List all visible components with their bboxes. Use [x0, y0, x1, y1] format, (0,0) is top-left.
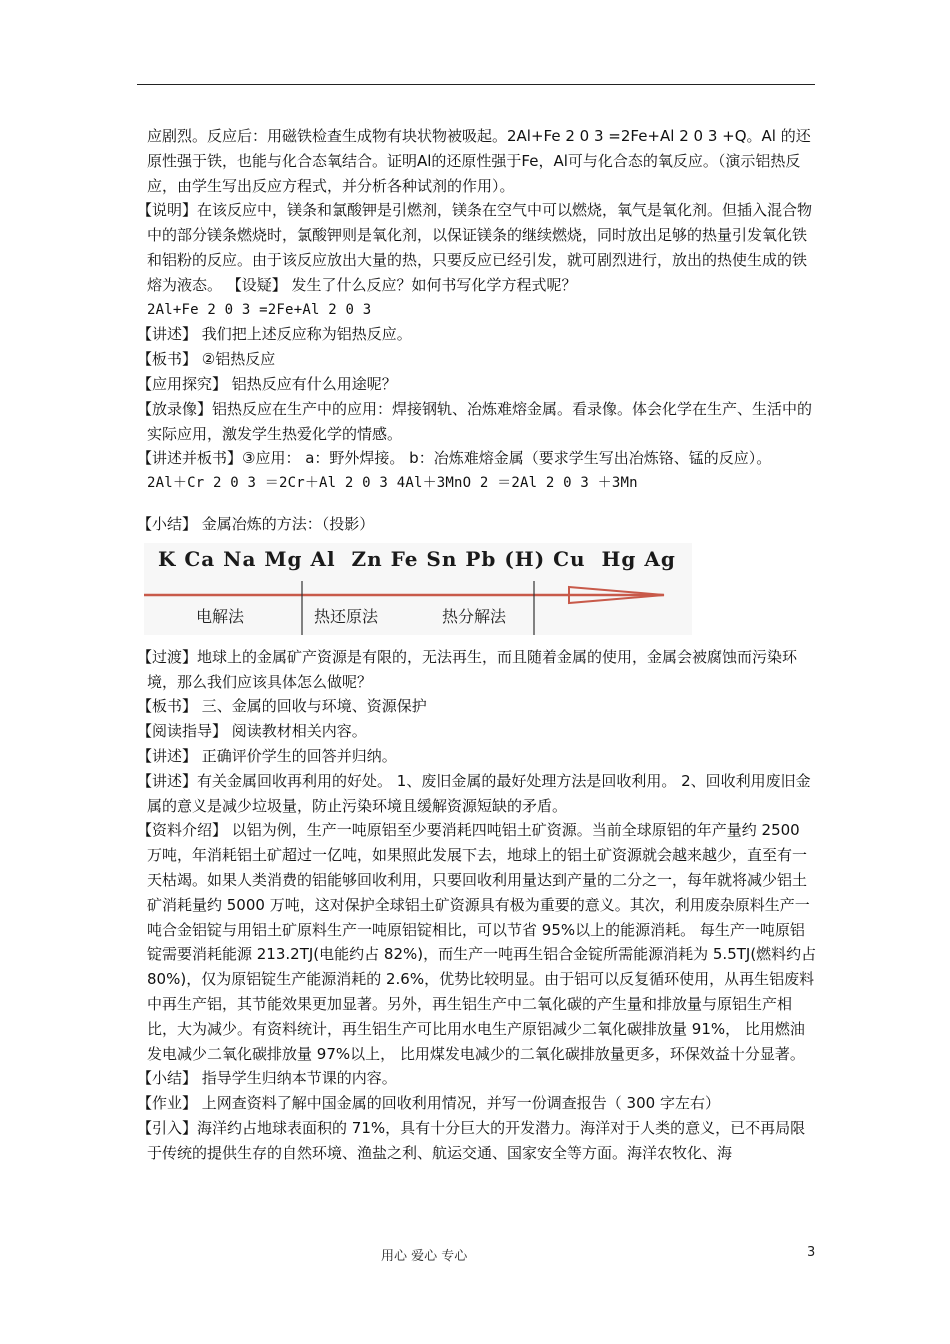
metal-series-text: K Ca Na Mg Al Zn Fe Sn Pb (H) Cu Hg Ag [158, 546, 676, 571]
paragraph-summary-lesson: 【小结】 指导学生归纳本节课的内容。 [137, 1069, 397, 1088]
paragraph-summary-smelting: 【小结】 金属冶炼的方法：（投影） [137, 514, 375, 533]
paragraph-homework: 【作业】 上网查资料了解中国金属的回收利用情况，并写一份调查报告（ 300 字左右） [137, 1094, 720, 1113]
paragraph-reaction-description: 应剧烈。反应后：用磁铁检查生成物有块状物被吸起。2Al+Fe 2 0 3 =2Fe+Al 2 0 3 +Q。Al 的还原性强于铁，也能与化合态氧结合。证明Al的还原性强于Fe，Al可与化合态的氧反应。（演示铝热反应，由学生写出反应方程式，并分析各种试剂的作用）。 [147, 127, 811, 195]
paragraph-transition: 【过渡】地球上的金属矿产资源是有限的，无法再生，而且随着金属的使用，金属会被腐蚀而污染环境，那么我们应该具体怎么做呢？ [137, 647, 798, 691]
page-number: 3 [807, 1245, 816, 1260]
metal-activity-figure [144, 543, 692, 635]
footer-motto: 用心 爱心 专心 [381, 1249, 468, 1264]
paragraph-introduction-ocean: 【引入】海洋约占地球表面积的 71%，具有十分巨大的开发潜力。海洋对于人类的意义，已不再局限于传统的提供生存的自然环境、渔盐之利、航运交通、国家安全等方面。海洋农牧化、海 [137, 1118, 806, 1162]
paragraph-board-recycling: 【板书】 三、金属的回收与环境、资源保护 [137, 697, 427, 716]
paragraph-lecture-application: 【讲述并板书】③应用： a：野外焊接。 b：冶炼难熔金属（要求学生写出冶炼铬、锰的反应）。 [137, 449, 772, 468]
paragraph-reading-guide: 【阅读指导】 阅读教材相关内容。 [137, 722, 367, 741]
label-thermal-decomposition: 热分解法 [442, 606, 507, 626]
paragraph-lecture-recycling: 【讲述】有关金属回收再利用的好处。 1、废旧金属的最好处理方法是回收利用。 2、回收利用废旧金属的意义是减少垃圾量，防止污染环境且缓解资源短缺的矛盾。 [137, 771, 811, 815]
paragraph-application-inquiry: 【应用探究】 铝热反应有什么用途呢？ [137, 374, 397, 393]
paragraph-video: 【放录像】铝热反应在生产中的应用：焊接钢轨、冶炼难熔金属。看录像。体会化学在生产、生活中的实际应用，激发学生热爱化学的情感。 [137, 399, 813, 443]
equation-chromium-manganese: 2Al＋Cr 2 0 3 ＝2Cr＋Al 2 0 3 4Al＋3MnO 2 ＝2Al 2 0 3 ＋3Mn [147, 475, 638, 492]
paragraph-explanation: 【说明】在该反应中，镁条和氯酸钾是引燃剂，镁条在空气中可以燃烧，氧气是氧化剂。但插入混合物中的部分镁条燃烧时，氯酸钾则是氧化剂，以保证镁条的继续燃烧，同时放出足够的热量引发氧化铁和铝粉的反应。由于该反应放出大量的热，只要反应已经引发，就可剧烈进行，放出的热使生成的铁熔为液态。 【设疑】 发生了什么反应？如何书写化学方程式呢？ [137, 201, 813, 294]
equation-thermite: 2Al+Fe 2 0 3 =2Fe+Al 2 0 3 [147, 301, 372, 318]
label-electrolysis: 电解法 [196, 606, 245, 626]
header-rule [137, 84, 815, 85]
page-footer [0, 1245, 950, 1269]
paragraph-lecture-thermite: 【讲述】 我们把上述反应称为铝热反应。 [137, 325, 412, 344]
paragraph-board-thermite: 【板书】 ②铝热反应 [137, 350, 276, 369]
label-thermal-reduction: 热还原法 [314, 606, 379, 626]
page-body [137, 124, 817, 1165]
paragraph-lecture-evaluate: 【讲述】 正确评价学生的回答并归纳。 [137, 746, 397, 765]
paragraph-material-aluminum: 【资料介绍】 以铝为例，生产一吨原铝至少要消耗四吨铝土矿资源。当前全球原铝的年产量约 2500 万吨，年消耗铝土矿超过一亿吨，如果照此发展下去，地球上的铝土矿资源就会越来越少，直至有一天枯竭。如果人类消费的铝能够回收利用，只要回收利用量达到产量的二分之一，每年就将减少铝土矿消耗量约 5000 万吨，这对保护全球铝土矿资源具有极为重要的意义。其次，利用废杂原料生产一吨合金铝锭与用铝土矿原料生产一吨原铝锭相比，可以节省 95%以上的能源消耗。 每生产一吨原铝锭需要消耗能源 213.2TJ(电能约占 82%)，而生产一吨再生铝合金锭所需能源消耗为 5.5TJ(燃料约占 80%)，仅为原铝锭生产能源消耗的 2.6%，优势比较明显。由于铝可以反复循环使用，从再生铝废料中再生产铝，其节能效果更加显著。另外，再生铝生产中二氧化碳的产生量和排放量与原铝生产相比，大为减少。有资料统计，再生铝生产可比用水电生产原铝减少二氧化碳排放量 91%， 比用燃油发电减少二氧化碳排放量 97%以上， 比用煤发电减少的二氧化碳排放量更多，环保效益十分显著。 [137, 821, 817, 1063]
